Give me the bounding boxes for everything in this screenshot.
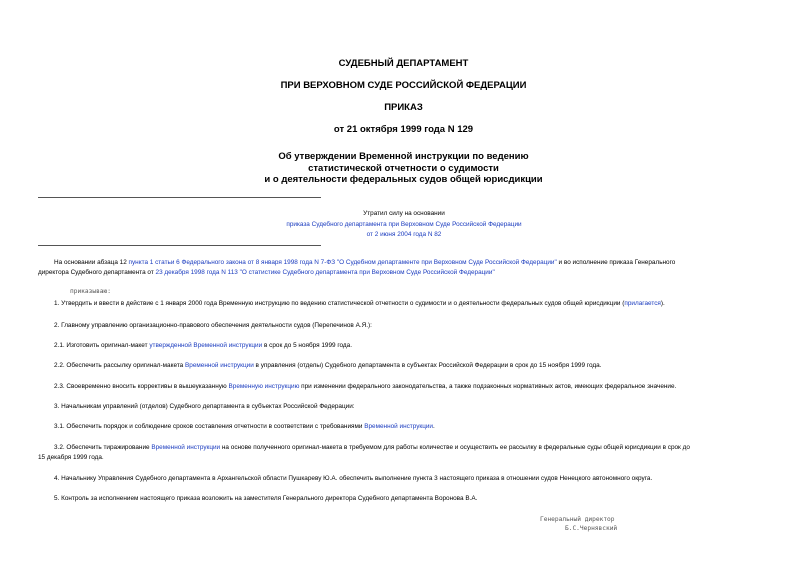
repeal-note: [170, 209, 638, 241]
item-3-1: 3.1. Обеспечить порядок и соблюдение сроков составления отчетности в соответствии с требованиями Временной инструкции.: [54, 423, 435, 430]
repeal-note-link-date[interactable]: от 2 июня 2004 года N 82: [366, 231, 442, 238]
item-3-2: 3.2. Обеспечить тиражирование Временной инструкции на основе полученного оригинал-макета в требуемом для работы количестве и осуществить ее рассылку в федеральные суды общей юрисдикции в срок до 15 декабря 1999 года.: [38, 444, 690, 461]
header-order-date: от 21 октября 1999 года N 129: [333, 124, 474, 135]
signature-name: Б.С.Чернявский: [565, 525, 618, 532]
intro-text-1: На основании абзаца 12: [54, 259, 129, 266]
item-1: 1. Утвердить и ввести в действие с 1 января 2000 года Временную инструкцию по ведению статистической отчетности о судимости и о деятельности федеральных судов общей юрисдикции (прилагается).: [54, 300, 665, 307]
item-2-1: 2.1. Изготовить оригинал-макет утвержденной Временной инструкции в срок до 5 ноября 1999 года.: [54, 342, 352, 349]
item-2-2-link[interactable]: Временной инструкции: [185, 362, 254, 369]
header-order-type: ПРИКАЗ: [384, 102, 423, 113]
divider-top: [38, 197, 321, 198]
intro-paragraph: [38, 258, 768, 277]
item-2-2: 2.2. Обеспечить рассылку оригинал-макета Временной инструкции в управления (отделы) Судебного департамента в субъектах Российской Федерации в срок до 15 ноября 1999 года.: [54, 362, 602, 369]
repeal-note-link[interactable]: приказа Судебного департамента при Верховном Суде Российской Федерации: [286, 220, 522, 228]
signature-role: Генеральный директор: [540, 516, 615, 523]
item-2: 2. Главному управлению организационно-правового обеспечения деятельности судов (Перепечинов А.Я.):: [54, 322, 372, 329]
header-court: ПРИ ВЕРХОВНОМ СУДЕ РОССИЙСКОЙ ФЕДЕРАЦИИ: [280, 80, 527, 91]
item-1-link[interactable]: прилагается: [624, 300, 661, 307]
item-4: 4. Начальнику Управления Судебного департамента в Архангельской области Пушкареву Ю.А. обеспечить выполнение пункта 3 настоящего приказа в отношении судов Ненецкого автономного округа.: [54, 475, 653, 482]
item-2-1-link[interactable]: утвержденной Временной инструкции: [149, 342, 263, 349]
document-title: [0, 151, 807, 186]
intro-text-2: и во исполнение приказа Генерального: [556, 259, 676, 266]
repeal-note-text: Утратил силу на основании: [363, 210, 445, 217]
header-department: СУДЕБНЫЙ ДЕПАРТАМЕНТ: [338, 58, 469, 69]
item-2-3-link[interactable]: Временную инструкцию: [228, 383, 300, 390]
prikazyvayu-text: приказываю:: [70, 288, 111, 295]
title-line-3: и о деятельности федеральных судов общей юрисдикции: [264, 174, 543, 185]
item-3-2-link[interactable]: Временной инструкции: [151, 444, 221, 451]
intro-link-law[interactable]: пункта 1 статьи 6 Федерального закона от 8 января 1998 года N 7-ФЗ "О Судебном департаменте при Верховном Суде Российской Федерации": [128, 259, 557, 266]
intro-text-3: директора Судебного департамента от: [38, 268, 156, 276]
title-line-2: статистической отчетности о судимости: [308, 162, 499, 174]
item-3: 3. Начальникам управлений (отделов) Судебного департамента в субъектах Российской Федерации:: [54, 403, 355, 410]
item-2-3: 2.3. Своевременно вносить коррективы в вышеуказанную Временную инструкцию при изменении федерального законодательства, а также подзаконных нормативных актов, имеющих федеральное значение.: [54, 383, 677, 390]
intro-link-order[interactable]: 23 декабря 1998 года N 113 "О статистике Судебного департамента при Верховном Суде Российской Федерации": [155, 268, 495, 276]
item-3-1-link[interactable]: Временной инструкции: [364, 423, 433, 430]
title-line-1: Об утверждении Временной инструкции по ведению: [278, 151, 529, 162]
divider-bottom: [38, 245, 321, 246]
item-5: 5. Контроль за исполнением настоящего приказа возложить на заместителя Генерального директора Судебного департамента Воронова В.А.: [54, 495, 478, 502]
